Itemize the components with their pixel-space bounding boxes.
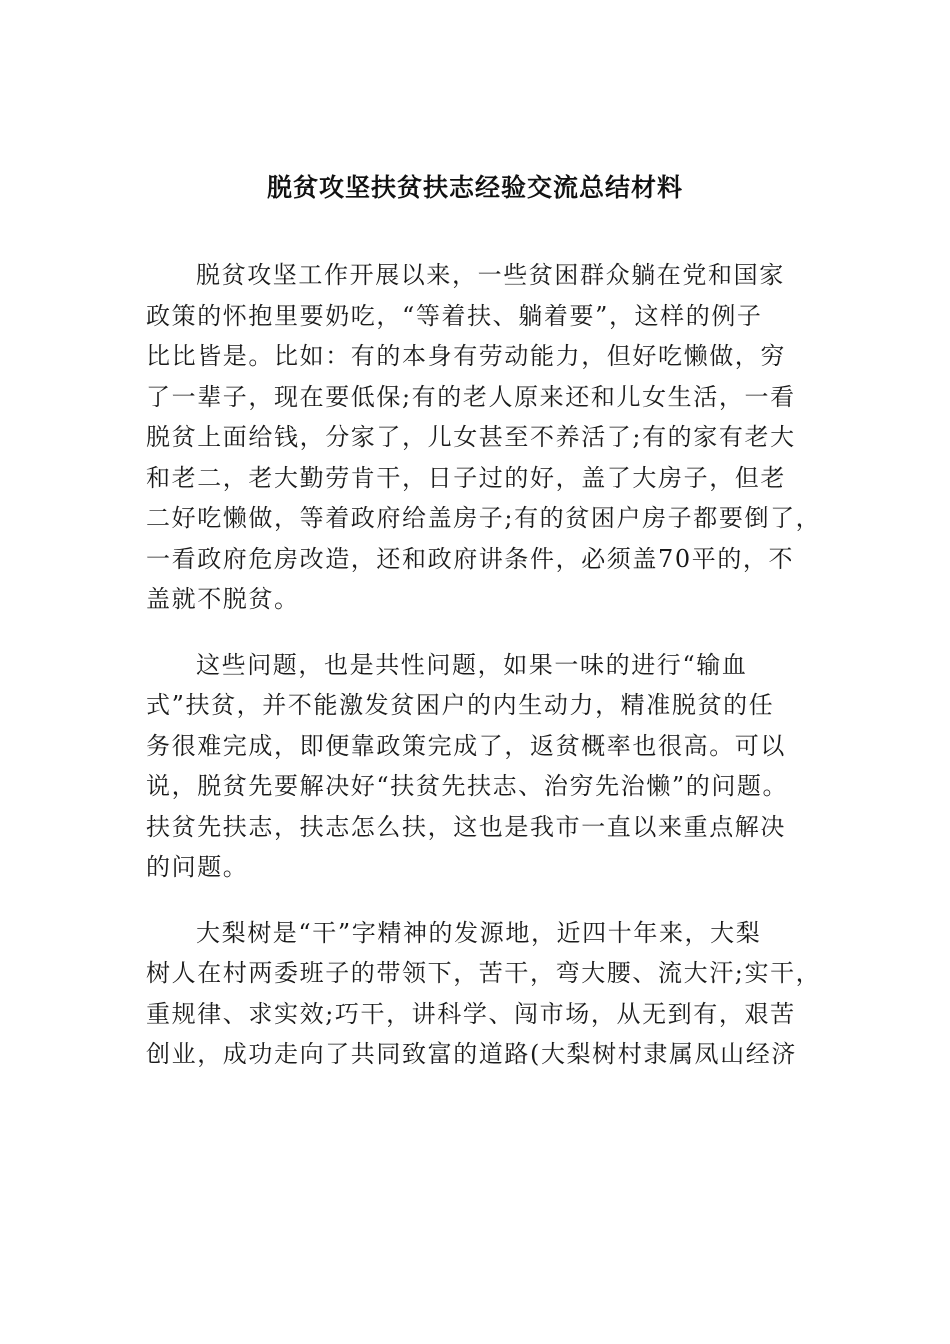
paragraph-line: 务很难完成，即便靠政策完成了，返贫概率也很高。可以 [146, 731, 786, 760]
paragraph-line: 政策的怀抱里要奶吃，“等着扶、躺着要”，这样的例子 [146, 301, 763, 330]
paragraph-line: 脱贫攻坚工作开展以来，一些贫困群众躺在党和国家 [196, 261, 785, 289]
paragraph-2 [146, 645, 816, 888]
paragraph-line: 说，脱贫先要解决好“扶贫先扶志、治穷先治懒”的问题。 [146, 772, 789, 800]
paragraph-line: 扶贫先扶志，扶志怎么扶，这也是我市一直以来重点解决 [146, 812, 786, 841]
paragraph-line: 脱贫上面给钱，分家了，儿女甚至不养活了;有的家有老大 [146, 423, 796, 451]
paragraph-line: 这些问题，也是共性问题，如果一味的进行“输血 [196, 650, 748, 679]
paragraph-line: 创业，成功走向了共同致富的道路(大梨树村隶属凤山经济 [146, 1040, 797, 1068]
paragraph-line: 比比皆是。比如：有的本身有劳动能力，但好吃懒做，穷 [146, 342, 786, 370]
paragraph-line: 一看政府危房改造，还和政府讲条件，必须盖70平的，不 [146, 544, 795, 573]
paragraph-line: 了一辈子，现在要低保;有的老人原来还和儿女生活，一看 [146, 382, 796, 411]
paragraph-line: 重规律、求实效;巧干，讲科学、闯市场，从无到有，艰苦 [146, 999, 796, 1028]
paragraph-3 [146, 913, 822, 1075]
document-body [146, 255, 822, 1100]
paragraph-line: 树人在村两委班子的带领下，苦干，弯大腰、流大汗;实干， [146, 959, 822, 987]
document-title: 脱贫攻坚扶贫扶志经验交流总结材料 [266, 173, 683, 202]
paragraph-line: 盖就不脱贫。 [146, 585, 300, 613]
paragraph-line: 的问题。 [146, 853, 249, 881]
paragraph-line: 大梨树是“干”字精神的发源地，近四十年来，大梨 [196, 918, 762, 947]
paragraph-line: 二好吃懒做，等着政府给盖房子;有的贫困户房子都要倒了， [146, 504, 822, 532]
paragraph-1 [146, 255, 822, 620]
paragraph-line: 式”扶贫，并不能激发贫困户的内生动力，精准脱贫的任 [146, 691, 775, 719]
paragraph-line: 和老二，老大勤劳肯干，日子过的好，盖了大房子，但老 [146, 463, 786, 492]
